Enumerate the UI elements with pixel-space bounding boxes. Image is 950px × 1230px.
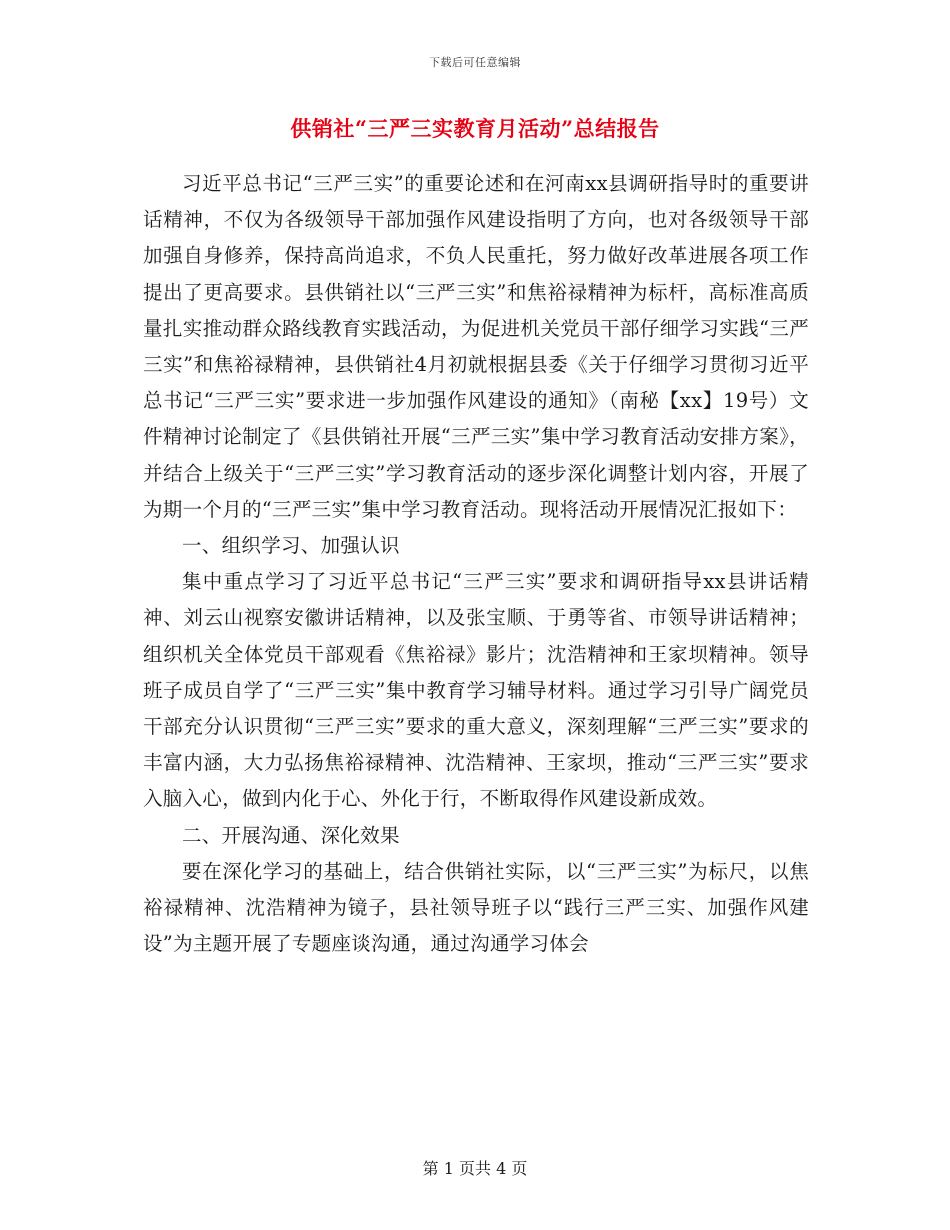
document-body — [143, 166, 809, 962]
section-heading-1: 一、组织学习、加强认识 — [182, 534, 400, 558]
document-title: 供销社“三严三实教育月活动”总结报告 — [290, 116, 660, 141]
page-number: 第 1 页共 4 页 — [422, 1159, 528, 1178]
section-paragraph-1: 集中重点学习了习近平总书记“三严三实”要求和调研指导xx县讲话精神、刘云山视察安徽讲话精神，以及张宝顺、于勇等省、市领导讲话精神；组织机关全体党员干部观看《焦裕禄》影片；沈浩精神和王家坝精神。领导班子成员自学了“三严三实”集中教育学习辅导材料。通过学习引导广阔党员干部充分认识贯彻“三严三实”要求的重大意义，深刻理解“三严三实”要求的丰富内涵，大力弘扬焦裕禄精神、沈浩精神、王家坝，推动“三严三实”要求入脑入心，做到内化于心、外化于行，不断取得作风建设新成效。 — [143, 570, 809, 811]
intro-paragraph: 习近平总书记“三严三实”的重要论述和在河南xx县调研指导时的重要讲话精神，不仅为各级领导干部加强作风建设指明了方向，也对各级领导干部加强自身修养，保持高尚追求，不负人民重托，努力做好改革进展各项工作提出了更高要求。县供销社以“三严三实”和焦裕禄精神为标杆，高标准高质量扎实推动群众路线教育实践活动，为促进机关党员干部仔细学习实践“三严三实”和焦裕禄精神，县供销社4月初就根据县委《关于仔细学习贯彻习近平总书记“三严三实”要求进一步加强作风建设的通知》（南秘【xx】19号）文件精神讨论制定了《县供销社开展“三严三实”集中学习教育活动安排方案》，并结合上级关于“三严三实”学习教育活动的逐步深化调整计划内容，开展了为期一个月的“三严三实”集中学习教育活动。现将活动开展情况汇报如下： — [143, 172, 809, 521]
header-note: 下载后可任意编辑 — [429, 56, 521, 69]
section-heading-2: 二、开展沟通、深化效果 — [182, 823, 400, 847]
section-paragraph-2: 要在深化学习的基础上，结合供销社实际，以“三严三实”为标尺，以焦裕禄精神、沈浩精神为镜子，县社领导班子以“践行三严三实、加强作风建设”为主题开展了专题座谈沟通，通过沟通学习体会 — [143, 859, 809, 956]
